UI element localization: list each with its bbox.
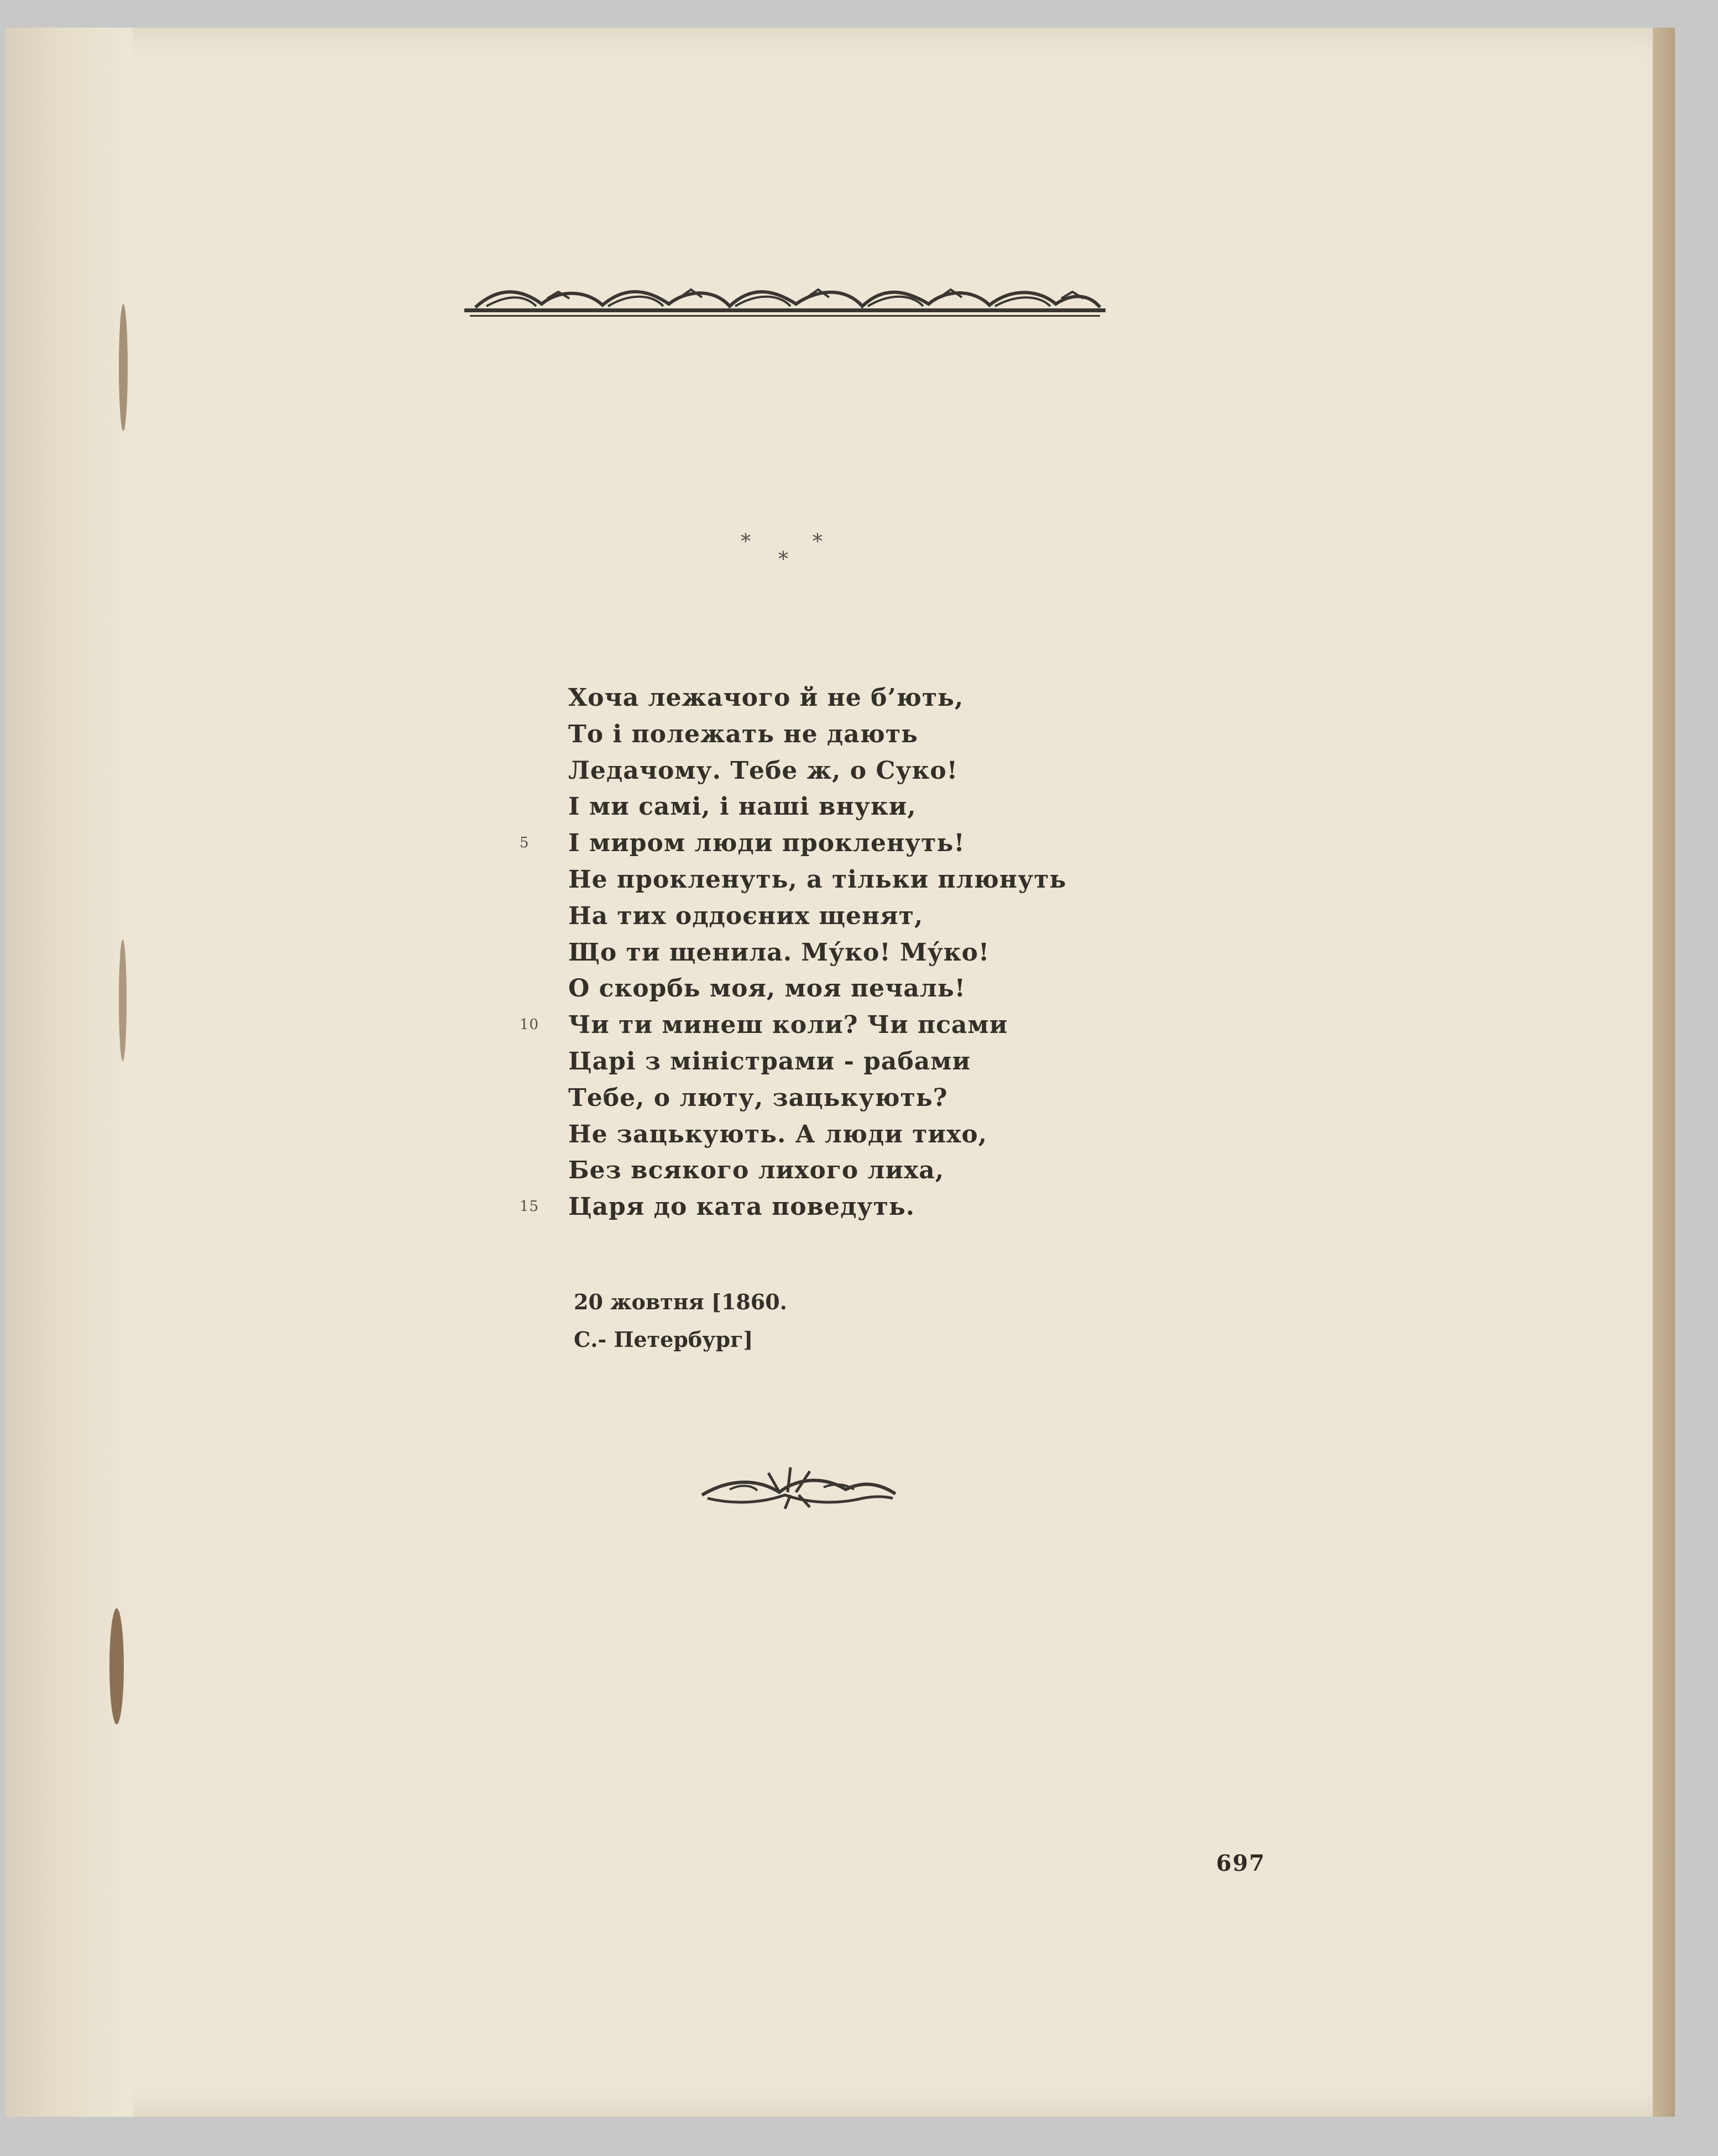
poem-line [568, 680, 1232, 716]
poem-line [520, 1189, 1232, 1225]
line-number: 10 [520, 1016, 540, 1034]
line-text: На тих оддоєних щенят, [568, 901, 924, 930]
line-text: Без всякого лихого лиха, [568, 1156, 945, 1185]
line-text: Що ти щенила. Му́ко! Му́ко! [568, 938, 990, 967]
line-text: Не прокленуть, а тільки плюнуть [568, 865, 1067, 894]
section-separator [730, 531, 840, 586]
line-text: Ледачому. Тебе ж, о Суко! [568, 756, 958, 785]
poem-date: 20 жовтня [1860. [574, 1289, 787, 1314]
line-number: 15 [520, 1198, 540, 1215]
line-number: 5 [520, 835, 530, 852]
poem-line [568, 1152, 1232, 1189]
poem-text [520, 680, 1232, 1225]
page-edge [1653, 28, 1675, 2117]
poem-dateline [574, 1283, 787, 1358]
poem-line [568, 716, 1232, 753]
poem-line [568, 862, 1232, 898]
poem-line [568, 1116, 1232, 1153]
line-text: І миром люди прокленуть! [568, 829, 965, 858]
line-text: То і полежать не дають [568, 720, 918, 748]
separator-star: * [813, 531, 823, 553]
poem-line [568, 971, 1232, 1007]
line-text: Хоча лежачого й не б’ють, [568, 684, 964, 712]
binding-stain [109, 1608, 124, 1724]
poem-line [568, 935, 1232, 971]
line-text: Царя до ката поведуть. [568, 1193, 915, 1221]
book-page [6, 28, 1675, 2117]
line-text: Не зацькують. А люди тихо, [568, 1120, 988, 1148]
line-text: Тебе, о люту, зацькують? [568, 1083, 948, 1112]
separator-star: * [778, 548, 788, 571]
poem-line [568, 898, 1232, 935]
binding-stain [119, 304, 128, 431]
poem-line [520, 1007, 1232, 1043]
binding-stain [119, 940, 127, 1061]
page-gutter [6, 28, 133, 2117]
line-text: І ми самі, і наші внуки, [568, 793, 916, 821]
poem-line [568, 1080, 1232, 1116]
poem-place: С.- Петербург] [574, 1327, 753, 1352]
page-number: 697 [1216, 1850, 1266, 1876]
poem-line [568, 1043, 1232, 1080]
separator-star: * [741, 531, 751, 553]
poem-line [568, 789, 1232, 825]
poem-line [568, 753, 1232, 789]
line-text: Чи ти минеш коли? Чи псами [568, 1011, 1008, 1040]
line-text: О скорбь моя, моя печаль! [568, 974, 966, 1003]
poem-line [520, 825, 1232, 862]
bottom-ornament [696, 1462, 901, 1512]
line-text: Царі з міністрами - рабами [568, 1047, 971, 1076]
top-ornament [464, 282, 1106, 321]
